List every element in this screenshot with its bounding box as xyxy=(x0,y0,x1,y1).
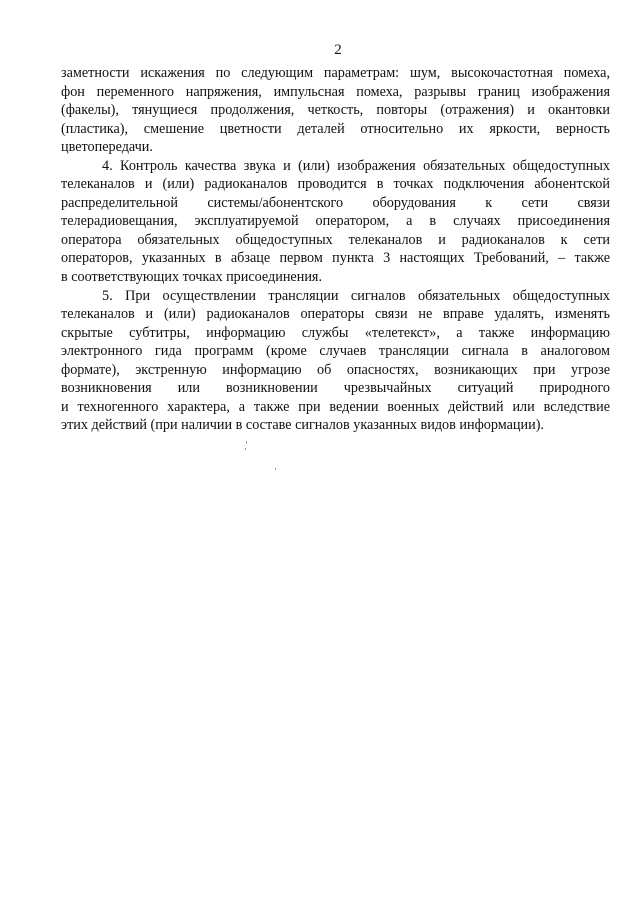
text-line: (пластика), смешение цветности деталей относительно их яркости, верность xyxy=(61,120,610,137)
text-line: электронного гида программ (кроме случаев трансляции сигнала в аналоговом xyxy=(61,343,610,360)
text-line: 5. При осуществлении трансляции сигналов обязательных общедоступных xyxy=(102,287,610,304)
text-line: и техногенного характера, а также при ведении военных действий или вследствие xyxy=(61,398,610,415)
page-number: 2 xyxy=(334,42,342,58)
text-line: телерадиовещания, эксплуатируемой оператором, а в случаях присоединения xyxy=(61,213,610,230)
text-line: возникновения или возникновении чрезвычайных ситуаций природного xyxy=(61,380,610,397)
text-line: скрытые субтитры, информацию службы «телетекст», а также информацию xyxy=(61,324,610,341)
text-line: цветопередачи. xyxy=(61,139,153,156)
text-line: 4. Контроль качества звука и (или) изображения обязательных общедоступных xyxy=(102,157,610,174)
text-line: телеканалов и (или) радиоканалов проводится в точках подключения абонентской xyxy=(61,176,610,193)
text-line: формате), экстренную информацию об опасностях, возникающих при угрозе xyxy=(61,361,610,378)
text-line: телеканалов и (или) радиоканалов операторы связи не вправе удалять, изменять xyxy=(61,306,610,323)
paragraph-item-4 xyxy=(61,157,610,287)
paragraph-item-5 xyxy=(61,287,610,435)
paragraph-continuation xyxy=(61,64,610,157)
text-line: в соответствующих точках присоединения. xyxy=(61,269,322,286)
text-line: операторов, указанных в абзаце первом пункта 3 настоящих Требований, – также xyxy=(61,250,610,267)
text-line: распределительной системы/абонентского оборудования к сети связи xyxy=(61,194,610,211)
text-line: этих действий (при наличии в составе сигналов указанных видов информации). xyxy=(61,417,544,434)
scan-speck xyxy=(245,448,246,450)
scan-speck xyxy=(275,468,276,470)
text-line: заметности искажения по следующим параметрам: шум, высокочастотная помеха, xyxy=(61,65,610,81)
text-line: фон переменного напряжения, импульсная помеха, разрывы границ изображения xyxy=(61,83,610,100)
scan-speck xyxy=(246,441,247,444)
text-line: оператора обязательных общедоступных телеканалов и радиоканалов к сети xyxy=(61,231,610,248)
text-line: (факелы), тянущиеся продолжения, четкость, повторы (отражения) и окантовки xyxy=(61,102,610,119)
document-body xyxy=(61,64,610,435)
